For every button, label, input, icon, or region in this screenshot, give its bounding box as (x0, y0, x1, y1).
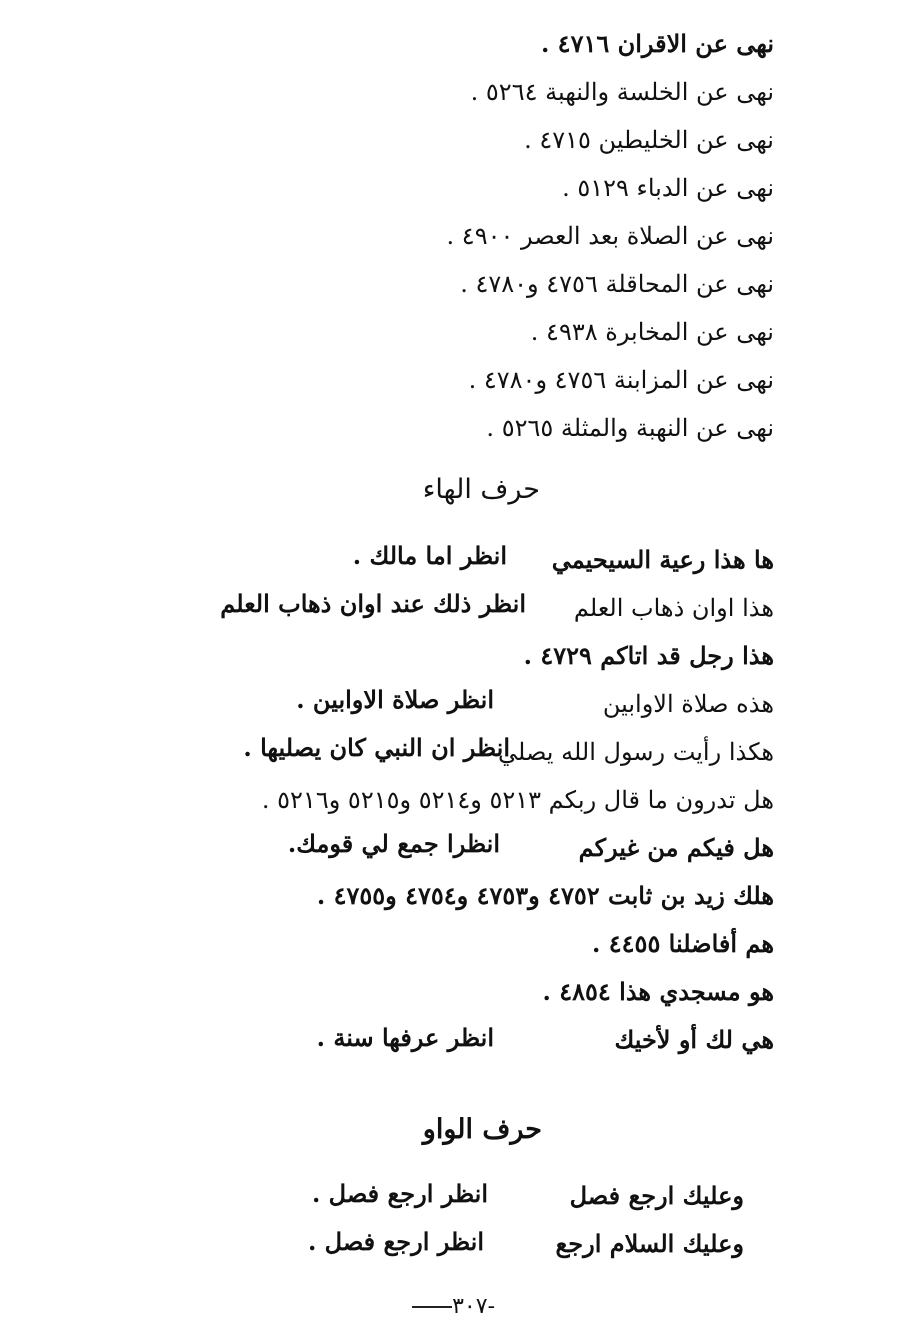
entry-waw-text: وعليك السلام ارجع (555, 1229, 744, 1258)
entry-nun: نهى عن المخابرة ٤٩٣٨ . (530, 318, 774, 346)
entry-waw-text: وعليك ارجع فصل (569, 1181, 744, 1210)
entry-nun: نهى عن المزابنة ٤٧٥٦ و٤٧٨٠ . (468, 366, 774, 394)
entry-ha-text: هذه صلاة الاوابين (602, 690, 774, 718)
page-number-text: -٣٠٧ (452, 1294, 495, 1319)
entry-ha-ref: انظر عرفها سنة . (316, 1023, 494, 1052)
entry-nun: نهى عن الخليطين ٤٧١٥ . (524, 126, 774, 154)
entry-ha-text: هذا رجل قد اتاكم ٤٧٢٩ . (523, 641, 774, 670)
section-heading-waw: حرف الواو (422, 1114, 542, 1145)
entry-ha-text: هلك زيد بن ثابت ٤٧٥٢ و٤٧٥٣ و٤٧٥٤ و٤٧٥٥ . (316, 881, 774, 910)
entry-ha-ref: انظر اما مالك . (352, 541, 507, 570)
entry-ha-ref: انظر ذلك عند اوان ذهاب العلم (220, 589, 526, 618)
entry-ha-text: هي لك أو لأخيك (614, 1025, 774, 1054)
entry-ha-text: هو مسجدي هذا ٤٨٥٤ . (542, 977, 774, 1006)
footer-rule (412, 1306, 452, 1308)
entry-ha-text: هم أفاضلنا ٤٤٥٥ . (592, 929, 774, 958)
entry-ha-ref: انظر ان النبي كان يصليها . (243, 733, 510, 762)
entry-ha-text: ها هذا رعية السيحيمي (551, 545, 774, 574)
page-number (365, 1290, 495, 1324)
section-heading-ha: حرف الهاء (422, 474, 540, 505)
entry-nun: نهى عن الدباء ٥١٢٩ . (562, 174, 774, 202)
entry-nun: نهى عن المحاقلة ٤٧٥٦ و٤٧٨٠ . (460, 270, 774, 298)
entry-nun: نهى عن النهبة والمثلة ٥٢٦٥ . (486, 414, 774, 442)
entry-ha-text: هل فيكم من غيركم (578, 833, 774, 862)
entry-nun: نهى عن الاقران ٤٧١٦ . (540, 29, 774, 58)
entry-ha-text: هكذا رأيت رسول الله يصلي (498, 738, 774, 766)
entry-waw-ref: انظر ارجع فصل . (307, 1227, 484, 1256)
entry-nun: نهى عن الصلاة بعد العصر ٤٩٠٠ . (446, 222, 774, 250)
entry-ha-text: هذا اوان ذهاب العلم (573, 594, 774, 622)
entry-waw-ref: انظر ارجع فصل . (311, 1179, 488, 1208)
entry-ha-text: هل تدرون ما قال ربكم ٥٢١٣ و٥٢١٤ و٥٢١٥ و٥٢١٦ . (261, 786, 774, 814)
entry-ha-ref: انظرا جمع لي قومك. (287, 829, 500, 858)
entry-ha-ref: انظر صلاة الاوابين . (296, 685, 494, 714)
entry-nun: نهى عن الخلسة والنهبة ٥٢٦٤ . (470, 78, 774, 106)
